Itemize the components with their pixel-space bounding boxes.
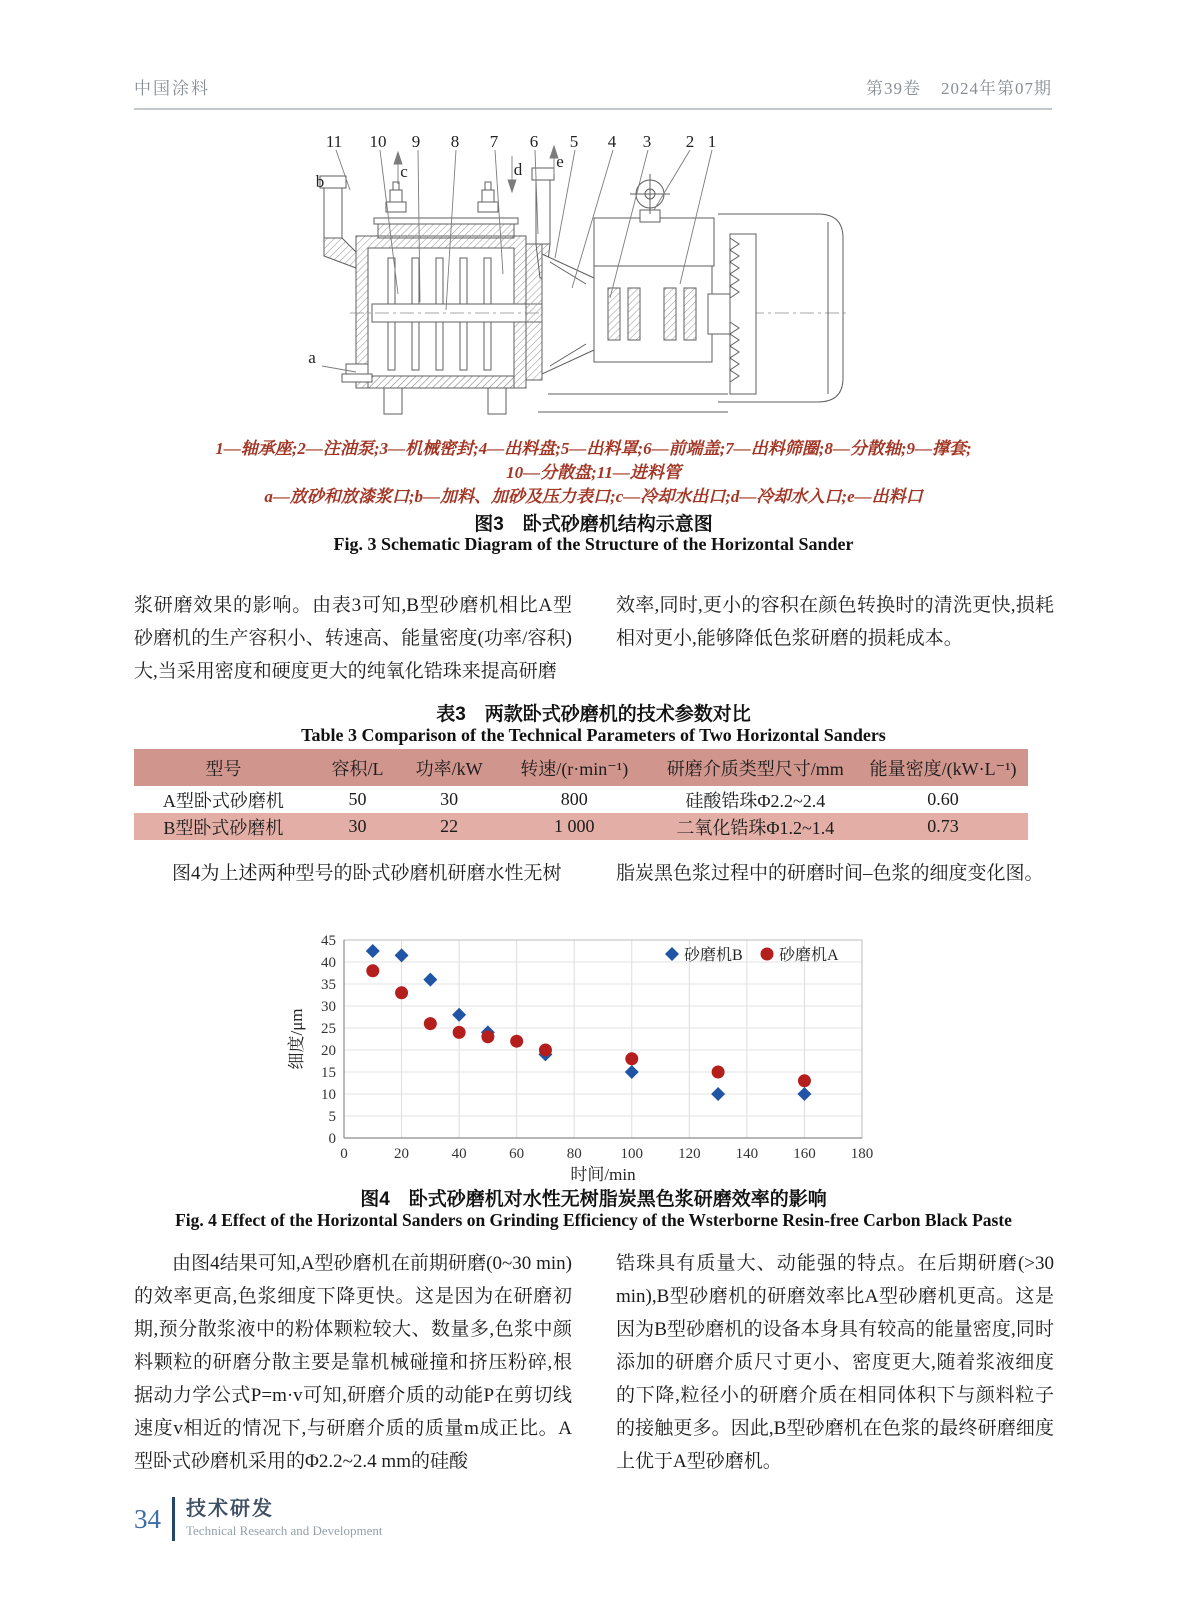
diagram-label-4: 4 [607, 132, 617, 151]
figure4-chart [286, 924, 876, 1182]
svg-text:140: 140 [735, 1146, 759, 1162]
table3-title-cn: 表3 两款卧式砂磨机的技术参数对比 [436, 704, 751, 725]
body-text-1 [134, 589, 1054, 688]
table-cell: 22 [402, 813, 496, 840]
diagram-label-1: 1 [707, 132, 717, 151]
parts-legend-line3: a—放砂和放漆浆口;b—加料、加砂及压力表口;c—冷却水出口;d—冷却水入口;e—出料口 [264, 487, 923, 506]
footer-section-en: Technical Research and Development [186, 1523, 383, 1538]
body-text-2 [134, 857, 1054, 890]
diagram-label-7: 7 [489, 132, 499, 151]
footer-section [186, 1497, 383, 1541]
figure3-caption-en: Fig. 3 Schematic Diagram of the Structure of the Horizontal Sander [333, 534, 854, 554]
table-cell: A型卧式砂磨机 [162, 790, 284, 811]
table-header-cell: 型号 [134, 749, 313, 786]
table-cell: 硅酸锆珠Φ2.2~2.4 [685, 790, 826, 811]
page-header [134, 74, 1052, 110]
svg-text:60: 60 [509, 1146, 525, 1162]
grinding-time-fineness-scatter [286, 924, 876, 1182]
diagram-label-5: 5 [569, 132, 579, 151]
volume-label: 第39卷 [866, 79, 921, 98]
table-cell: 50 [348, 789, 367, 809]
page-footer [134, 1497, 383, 1541]
parts-legend-line1: 1—轴承座;2—注油泵;3—机械密封;4—出料盘;5—出料罩;6—前端盖;7—出料筛圈;8—分散轴;9—撑套; [215, 439, 972, 458]
diagram-label-6: 6 [529, 132, 539, 151]
body2-column-right: 脂炭黑色浆过程中的研磨时间–色浆的细度变化图。 [616, 863, 1044, 884]
body1-column-right: 效率,同时,更小的容积在颜色转换时的清洗更快,损耗相对更小,能够降低色浆研磨的损耗成本。 [616, 595, 1054, 649]
parts-legend-line2: 10—分散盘;11—进料管 [506, 463, 681, 482]
body3-column-left: 由图4结果可知,A型砂磨机在前期研磨(0~30 min)的效率更高,色浆细度下降更快。这是因为在研磨初期,预分散浆液中的粉体颗粒较大、数量多,色浆中颜料颗粒的研磨分散主要是靠机械碰撞和挤压粉碎,根据动力学公式P=m·v可知,研磨介质的动能P在剪切线速度v相近的情况下,与研磨介质的质量m成正比。A型卧式砂磨机采用的Φ2.2~2.4 mm的硅酸 [134, 1253, 572, 1472]
svg-text:0: 0 [328, 1131, 336, 1147]
svg-text:细度/μm: 细度/μm [287, 1008, 306, 1070]
table-header-row [134, 749, 1028, 786]
body2-column-left: 图4为上述两种型号的卧式砂磨机研磨水性无树 [172, 863, 562, 884]
table-row [134, 813, 1028, 840]
svg-text:10: 10 [321, 1087, 336, 1103]
table-header-cell: 转速/(r·min⁻¹) [496, 749, 652, 786]
svg-text:30: 30 [321, 999, 336, 1015]
svg-text:180: 180 [850, 1146, 874, 1162]
table-cell: 0.73 [858, 813, 1028, 840]
svg-text:15: 15 [321, 1065, 336, 1081]
table-cell: 1 000 [496, 813, 652, 840]
svg-text:40: 40 [451, 1146, 467, 1162]
parameters-table [134, 749, 1028, 840]
table-header-cell: 容积/L [313, 749, 402, 786]
table-cell: 30 [313, 813, 402, 840]
svg-text:砂磨机B: 砂磨机B [684, 947, 743, 964]
body1-column-left: 浆研磨效果的影响。由表3可知,B型砂磨机相比A型砂磨机的生产容积小、转速高、能量密度(功率/容积)大,当采用密度和硬度更大的纯氧化锆珠来提高研磨 [134, 595, 572, 682]
diagram-label-e: e [556, 152, 564, 171]
figure3-parts-legend [120, 437, 1067, 509]
svg-text:120: 120 [678, 1146, 701, 1162]
table-cell: 800 [560, 789, 588, 809]
diagram-label-10: 10 [369, 132, 387, 151]
svg-text:25: 25 [321, 1021, 336, 1037]
issue-info [866, 74, 1052, 99]
svg-text:5: 5 [328, 1109, 336, 1125]
svg-text:20: 20 [394, 1146, 410, 1162]
diagram-label-d: d [513, 160, 523, 179]
diagram-label-2: 2 [685, 132, 695, 151]
table-cell: B型卧式砂磨机 [134, 813, 313, 840]
svg-text:时间/min: 时间/min [570, 1165, 636, 1182]
table-cell: 30 [440, 789, 459, 809]
table-header-cell: 研磨介质类型尺寸/mm [652, 749, 858, 786]
table-cell: 0.60 [927, 789, 959, 809]
table3 [134, 749, 1028, 840]
table3-title-en: Table 3 Comparison of the Technical Parameters of Two Horizontal Sanders [301, 725, 886, 745]
diagram-label-8: 8 [450, 132, 460, 151]
table-cell: 二氧化锆珠Φ1.2~1.4 [652, 813, 858, 840]
sander-cross-section-drawing [298, 126, 860, 434]
table-header-cell: 功率/kW [402, 749, 496, 786]
figure4-caption-en: Fig. 4 Effect of the Horizontal Sanders on Grinding Efficiency of the Wsterborne Resin-free Carbon Black Paste [175, 1210, 1012, 1230]
figure3-caption-cn: 图3 卧式砂磨机结构示意图 [474, 514, 713, 535]
svg-text:35: 35 [321, 977, 336, 993]
footer-divider [172, 1497, 175, 1541]
body-text-3 [134, 1247, 1054, 1478]
journal-title: 中国涂料 [134, 79, 210, 98]
diagram-label-9: 9 [411, 132, 421, 151]
diagram-label-b: b [315, 172, 325, 191]
svg-text:100: 100 [620, 1146, 644, 1162]
diagram-label-c: c [400, 162, 408, 181]
page-number: 34 [134, 1503, 161, 1534]
figure3-diagram [298, 126, 860, 434]
diagram-label-3: 3 [642, 132, 652, 151]
body3-column-right: 锆珠具有质量大、动能强的特点。在后期研磨(>30 min),B型砂磨机的研磨效率比A型砂磨机更高。这是因为B型砂磨机的设备本身具有较高的能量密度,同时添加的研磨介质尺寸更小、密度更大,随着浆液细度的下降,粒径小的研磨介质在相同体积下与颜料粒子的接触更多。因此,B型砂磨机在色浆的最终研磨细度上优于A型砂磨机。 [616, 1253, 1054, 1472]
figure4-caption-cn: 图4 卧式砂磨机对水性无树脂炭黑色浆研磨效率的影响 [360, 1189, 827, 1210]
table-header-cell: 能量密度/(kW·L⁻¹) [858, 749, 1028, 786]
svg-text:45: 45 [321, 933, 336, 949]
diagram-label-a: a [308, 348, 316, 367]
svg-text:20: 20 [321, 1043, 336, 1059]
svg-text:40: 40 [321, 955, 336, 971]
footer-section-cn: 技术研发 [186, 1498, 274, 1520]
svg-text:0: 0 [340, 1146, 348, 1162]
svg-text:80: 80 [566, 1146, 582, 1162]
svg-text:砂磨机A: 砂磨机A [779, 947, 839, 964]
table-row [134, 786, 1028, 813]
diagram-label-11: 11 [325, 132, 343, 151]
svg-text:160: 160 [793, 1146, 816, 1162]
issue-label: 2024年第07期 [941, 79, 1052, 98]
